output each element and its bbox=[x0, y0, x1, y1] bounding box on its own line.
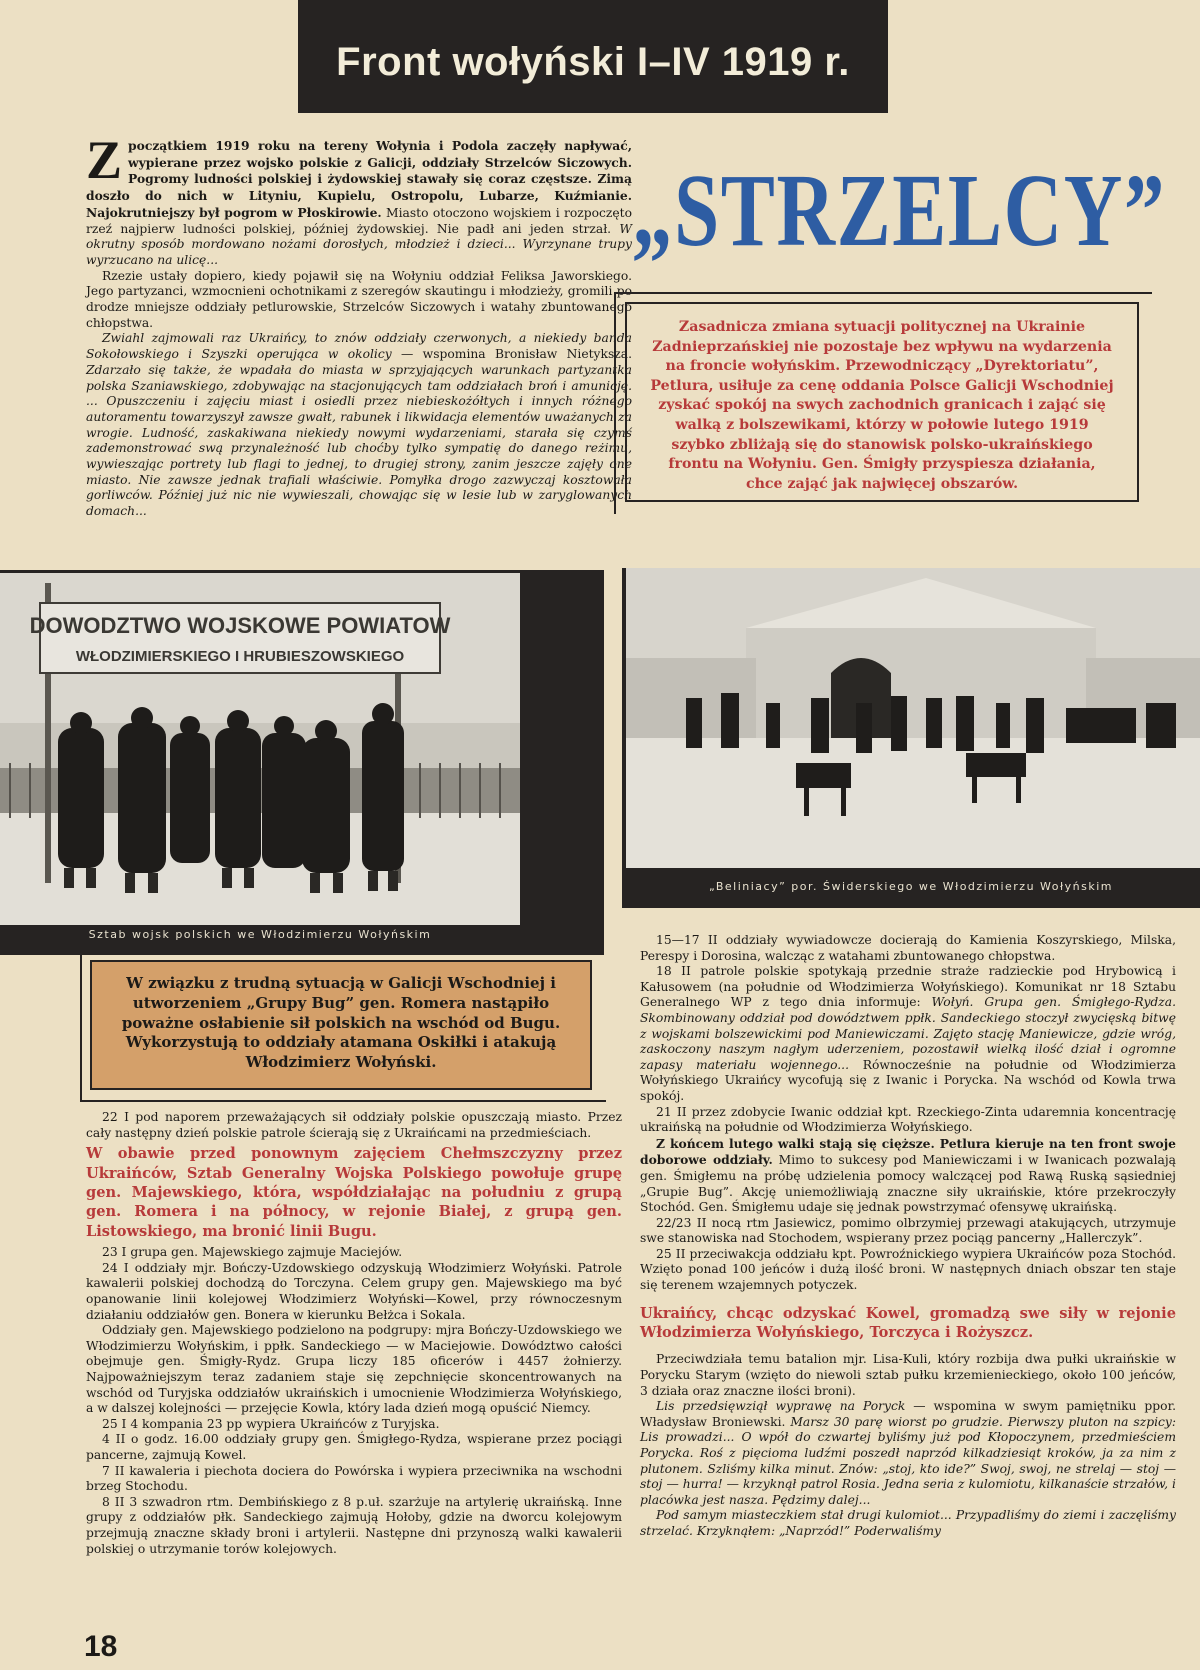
title-bar bbox=[298, 0, 888, 113]
entry-18-ii bbox=[640, 964, 1176, 1104]
broniewski-memoir bbox=[640, 1399, 1176, 1508]
entry-8-ii: 8 II 3 szwadron rtm. Dembińskiego z 8 p.uł. szarżuje na artylerię ukraińską. Inne grupy z oddziałów płk. Sandeckiego zajmują Hołoby, gdzie na dworcu kolejowym przejmują znaczne składy broni i artylerii. Następne dni przynoszą walki kawalerii polskiej o utrzymanie torów kolejowych. bbox=[86, 1494, 622, 1556]
entry-21-ii: 21 II przez zdobycie Iwanic oddział kpt. Rzeckiego-Zinta udaremnia koncentrację ukraińską na południe od Włodzimierza Wołyńskiego. bbox=[640, 1104, 1176, 1135]
sign-line-1: DOWODZTWO WOJSKOWE POWIATOW bbox=[29, 613, 451, 638]
intro-italic: W okrutny sposób mordowano nożami dorosłych, młodzież i dzieci... Wyrzynane trupy wyrzucano na ulicę... bbox=[86, 221, 632, 267]
entry-end-february-bold: Z końcem lutego walki stają się cięższe. Petlura kieruje na ten front swoje doborowe oddziały. bbox=[640, 1135, 1176, 1168]
red-paragraph-right: Ukraińcy, chcąc odzyskać Kowel, gromadzą swe siły w rejonie Włodzimierza Wołyńskiego, Torczyca i Rożyszcz. bbox=[640, 1304, 1176, 1342]
memoir-attribution: — wspomina w swym pamiętniku ppor. Władysław Broniewski. bbox=[640, 1399, 1176, 1429]
orange-summary-box: W związku z trudną sytuacją w Galicji Wschodniej i utworzeniem „Grupy Bug” gen. Romera nastąpiło poważne osłabienie sił polskich na wschód od Bugu. Wykorzystują to oddziały atamana Oskiłki i atakują Włodzimierz Wołyński. bbox=[90, 960, 592, 1090]
section-heading: „STRZELCY” bbox=[632, 153, 1167, 268]
caption-right: „Beliniacy” por. Świderskiego we Włodzimierzu Wołyńskim bbox=[709, 880, 1113, 893]
red-summary-box: Zasadnicza zmiana sytuacji politycznej na Ukrainie Zadnieprzańskiej nie pozostaje bez wpływu na wydarzenia na froncie wołyńskim. Przewodniczący „Dyrektoriatu”, Petlura, usiłuje za cenę oddania Polsce Galicji Wschodniej zyskać spokój na swych zachodnich granicach i zająć się walką z bolszewikami, którzy w połowie lutego 1919 szybko zbliżają się do stanowisk polsko-ukraińskiego frontu na Wołyniu. Gen. Śmigły przyspiesza działania, chce zająć jak najwięcej obszarów. bbox=[625, 302, 1139, 502]
entry-18-ii-end: Równocześnie na południe od Włodzimierza Wołyńskiego Ukraińcy wycofują się z Iwanic i Porycka. Na wschód od Kowla trwa spokój. bbox=[640, 1057, 1176, 1103]
page-title: Front wołyński I–IV 1919 r. bbox=[336, 40, 850, 84]
left-column bbox=[86, 1110, 622, 1557]
page-number: 18 bbox=[84, 1630, 118, 1663]
entry-7-ii: 7 II kawaleria i piechota dociera do Powórska i wypiera przeciwnika na wschodni brzeg Stochodu. bbox=[86, 1463, 622, 1494]
entry-end-february-text: Mimo to sukcesy pod Maniewiczami i w Iwanicach pozwalają gen. Śmigłemu na próbę udzielenia pomocy walczącej pod Rawą Ruską sąsiedniej „Grupie Bug”. Akcję uniemożliwiają znaczne siły ukraińskie, które przekroczyły Stochód. Gen. Śmigłemu udaje się jednak powstrzymać ofensywę ukraińską. bbox=[640, 1153, 1176, 1215]
right-column bbox=[640, 933, 1176, 1540]
intro-paragraph-2: Rzezie ustały dopiero, kiedy pojawił się na Wołyniu oddział Feliksa Jaworskiego. Jego partyzanci, wzmocnieni ochotnikami z szeregów skautingu i młodzieży, gromili po drodze mniejsze oddziały petlurowskie, Strzelców Siczowych i watahy zbuntowanego chłopstwa. bbox=[86, 268, 632, 330]
entry-22-i: 22 I pod naporem przeważających sił oddziały polskie opuszczają miasto. Przez cały następny dzień polskie patrole ścierają się z Ukraińcami na przedmieściach. bbox=[86, 1110, 622, 1140]
quote-a: Zwiahl zajmowali raz Ukraińcy, to znów oddziały czerwonych, a niekiedy banda Sokołowskiego i Szyszki operująca w okolicy bbox=[86, 331, 632, 362]
intro-normal: Miasto otoczono wojskiem i rozpoczęto rzeź najpierw ludności polskiej, później żydowskiej. Nie padł ani jeden strzał. bbox=[86, 205, 632, 236]
staff-photo-image bbox=[0, 573, 520, 925]
memoir-b: Marsz 30 parę wiorst po grudzie. Pierwszy pluton na szpicy: Lis prowadzi... O wpół do czwartej byliśmy już pod Kłopoczynem, przedmieściem Porycka. Roś z pięcioma ludźmi poszedł naprzód kilkadziesiąt kroków, ja za nim z plutonem. Szliśmy kilka minut. Znów: „stoj, kto ide?” Swoj, swoj, ne strelaj — stoj — stoj — hurra! — krzyknął patrol Rosia. Jedna seria z kulomiotu, kilkanaście strzałów, i placówka jest nasza. Pędzimy dalej... bbox=[640, 1414, 1176, 1507]
cavalry-photo-image bbox=[626, 568, 1200, 868]
memoir-a: Lis przedsięwziął wyprawę na Poryck bbox=[656, 1399, 906, 1414]
memoir-c: Pod samym miasteczkiem stał drugi kulomiot... Przypadliśmy do ziemi i zaczęliśmy strzelać. Krzyknąłem: „Naprzód!” Poderwaliśmy bbox=[640, 1508, 1176, 1538]
entry-subgroups: Oddziały gen. Majewskiego podzielono na podgrupy: mjra Bończy-Uzdowskiego we Włodzimierzu Wołyńskim, i ppłk. Sandeckiego — w Maciejowie. Dowództwo całości obejmuje gen. Śmigły-Rydz. Grupa liczy 185 oficerów i 4457 żołnierzy. Najpoważniejszym teraz zadaniem staje się zepchnięcie skoncentrowanych na wschód od Turyjska oddziałów ukraińskich i umocnienie Włodzimierza Wołyńskiego, a w dalszej kolejności — przejęcie Kowla, który lada dzień mogą opuścić Niemcy. bbox=[86, 1323, 622, 1416]
photo-cavalry bbox=[626, 568, 1200, 868]
communique-quote: Wołyń. Grupa gen. Śmigłego-Rydza. Skombinowany oddział pod dowództwem ppłk. Sandeckiego stoczył zwycięską bitwę z wojskami bolszewickimi pod Maniewiczami. Zajęto stację Maniewicze, gdzie wróg, zaskoczony naszym nagłym uderzeniem, pozostawił wielką ilość dział i ogromne zapasy materiału wojennego... bbox=[640, 995, 1176, 1072]
quote-attribution: — wspomina Bronisław Nietyksza. bbox=[391, 347, 632, 362]
entry-24-i: 24 I oddziały mjr. Bończy-Uzdowskiego odzyskują Włodzimierz Wołyński. Patrole kawalerii polskiej dochodzą do Torczyna. Celem grupy gen. Majewskiego ma być opanowanie linii kolejowej Włodzimierz Wołyński—Kowel, przy równoczesnym działaniu oddziałów gen. Bonera w kierunku Bełżca i Sokala. bbox=[86, 1260, 622, 1322]
sign-line-2: WŁODZIMIERSKIEGO I HRUBIESZOWSKIEGO bbox=[75, 648, 405, 665]
photo-left-frame bbox=[0, 570, 604, 955]
entry-25-ii: 25 II przeciwakcja oddziału kpt. Powroźnickiego wypiera Ukraińców poza Stochód. Wzięto ponad 100 jeńców i dużą ilość broni. W następnych dniach obszar ten staje się terenem wzajemnych potyczek. bbox=[640, 1246, 1176, 1293]
intro-paragraph-1 bbox=[86, 130, 632, 269]
entry-end-february bbox=[640, 1136, 1176, 1216]
entry-22-23-ii: 22/23 II nocą rtm Jasiewicz, pomimo olbrzymiej przewagi atakujących, utrzymuje swe stanowiska nad Stochodem, wspierany przez pociąg pancerny „Hallerczyk”. bbox=[640, 1215, 1176, 1246]
drop-cap: Z bbox=[86, 130, 123, 190]
entry-lis-kula: Przeciwdziała temu batalion mjr. Lisa-Kuli, który rozbija dwa pułki ukraińskie w Porycku Starym (wzięto do niewoli sztab pułku krzemienieckiego, około 100 jeńców, 3 działa oraz znaczne ilości broni). bbox=[640, 1352, 1176, 1398]
red-paragraph-left: W obawie przed ponownym zajęciem Chełmszczyzny przez Ukraińców, Sztab Generalny Wojska Polskiego powołuje grupę gen. Majewskiego, która, współdziałając na południu z grupą gen. Romera i na północy, w rejonie Białej, z grupą gen. Listowskiego, ma bronić linii Bugu. bbox=[86, 1145, 622, 1240]
intro-text bbox=[86, 130, 632, 520]
intro-paragraph-3 bbox=[86, 331, 632, 519]
photo-right-frame bbox=[622, 568, 1200, 908]
entry-25-i: 25 I 4 kompania 23 pp wypiera Ukraińców z Turyjska. bbox=[102, 1416, 440, 1431]
photo-staff bbox=[0, 573, 520, 925]
entry-15-17-ii: 15—17 II oddziały wywiadowcze docierają do Kamienia Koszyrskiego, Milska, Perespy i Dorosina, walcząc z watahami zbuntowanego chłopstwa. bbox=[640, 933, 1176, 963]
entry-4-ii: 4 II o godz. 16.00 oddziały grupy gen. Śmigłego-Rydza, wspierane przez pociągi pancerne, zajmują Kowel. bbox=[86, 1432, 622, 1462]
caption-left: Sztab wojsk polskich we Włodzimierzu Wołyńskim bbox=[88, 928, 432, 941]
intro-bold: początkiem 1919 roku na tereny Wołynia i Podola zaczęły napływać, wypierane przez wojsko polskie z Galicji, oddziały Strzelców Siczowych. Pogromy ludności polskiej i żydowskiej stawały się coraz częstsze. Zimą doszło do nich w Lityniu, Kupielu, Ostropolu, Lubarze, Kuźmianie. Najokrutniejszy był pogrom w Płoskirowie. bbox=[86, 138, 632, 220]
quote-b: Zdarzało się także, że wpadała do miasta w sprzyjających warunkach partyzantka polska Szaniawskiego, zdobywając na stacjonujących tam oddziałach broń i amunicję. ... Opuszczeniu i zajęciu miast i osiedli przez niebieskożółtych i innych różnego autoramentu towarzyszył zawsze gwałt, rabunek i likwidacja elementów uważanych za wrogie. Ludność, zaskakiwana niekiedy nowymi wydarzeniami, starała się czymś zademonstrować swą przynależność lub choćby tylko sympatię do danego reżimu, wywieszając portrety lub flagi to jednej, to drugiej strony, zanim jeszcze zajęły one miasto. Nie zawsze jednak trafiali właściwie. Pomyłka drogo zazwyczaj kosztowała gorliwców. Później już nic nie wywieszali, chowając się w lesie lub w zaryglowanych domach... bbox=[86, 362, 632, 519]
entry-23-i: 23 I grupa gen. Majewskiego zajmuje Maciejów. bbox=[102, 1245, 403, 1260]
entry-18-ii-text: 18 II patrole polskie spotykają przednie straże radzieckie pod Hrybowicą i Kałusowem (na południe od Włodzimierza Wołyńskiego). Komunikat nr 18 Sztabu Generalnego WP z tego dnia informuje: bbox=[640, 964, 1176, 1010]
